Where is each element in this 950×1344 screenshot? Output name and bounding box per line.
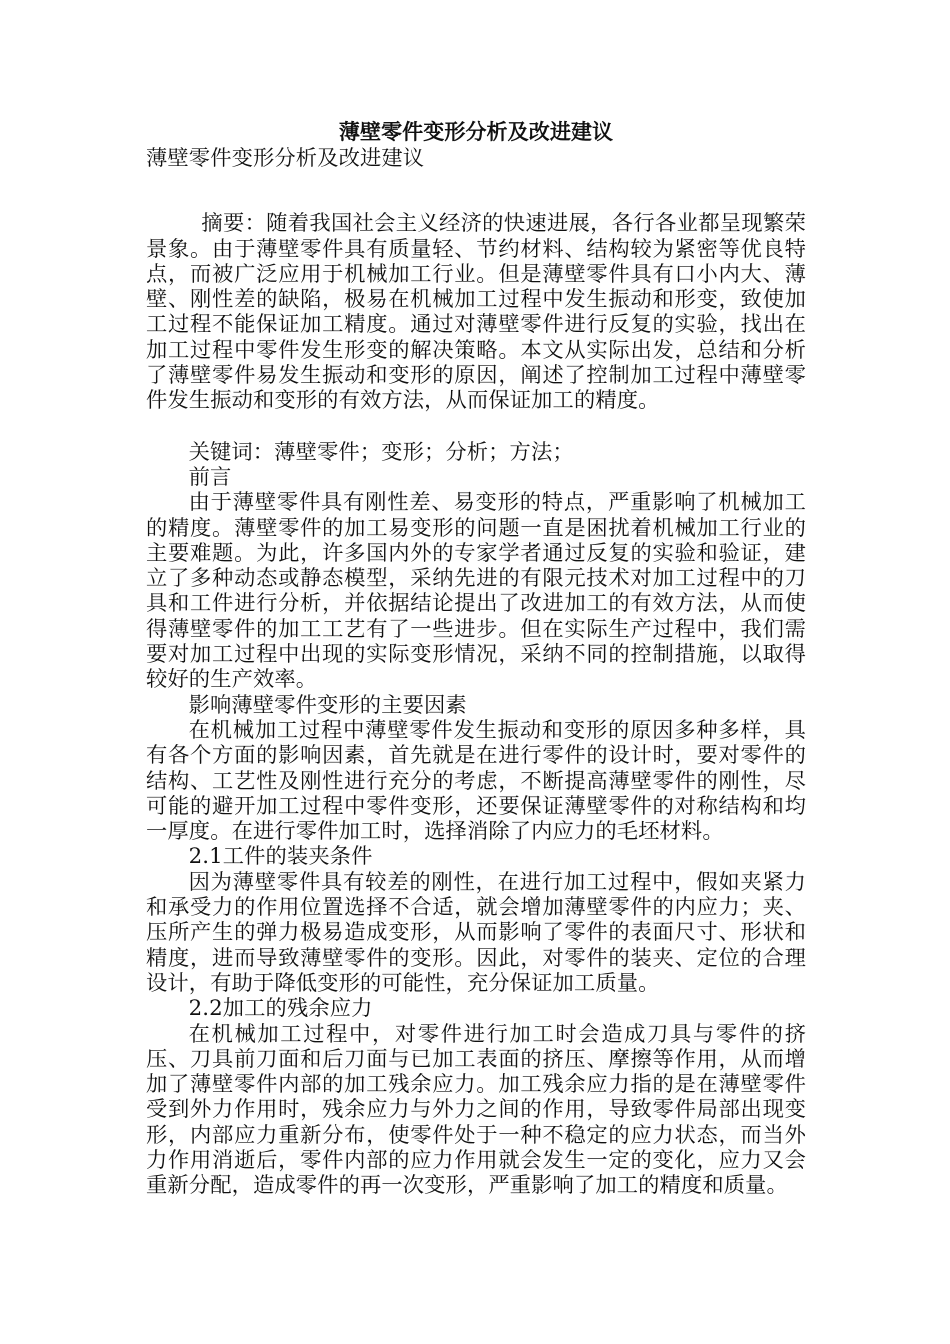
section-heading-2-2: 2.2加工的残余应力: [188, 996, 373, 1022]
document-title: 薄壁零件变形分析及改进建议: [338, 119, 614, 144]
document-page: [146, 118, 806, 1199]
keywords-line: 关键词：薄壁零件；变形；分析；方法；: [188, 439, 574, 465]
section-heading-intro: 前言: [188, 464, 232, 490]
section-heading-factors: 影响薄壁零件变形的主要因素: [188, 692, 467, 718]
section-2-1-paragraph: 因为薄壁零件具有较差的刚性，在进行加工过程中，假如夹紧力和承受力的作用位置选择不合适，就会增加薄壁零件的内应力；夹、压所产生的弹力极易造成变形，从而影响了零件的表面尺寸、形状和精度，进而导致薄壁零件的变形。因此，对零件的装夹、定位的合理设计，有助于降低变形的可能性，充分保证加工质量。: [146, 869, 806, 996]
abstract-paragraph: 摘要：随着我国社会主义经济的快速进展，各行各业都呈现繁荣景象。由于薄壁零件具有质量轻、节约材料、结构较为紧密等优良特点，而被广泛应用于机械加工行业。但是薄壁零件具有口小内大、薄壁、刚性差的缺陷，极易在机械加工过程中发生振动和形变，致使加工过程不能保证加工精度。通过对薄壁零件进行反复的实验，找出在加工过程中零件发生形变的解决策略。本文从实际出发，总结和分析了薄壁零件易发生振动和变形的原因，阐述了控制加工过程中薄壁零件发生振动和变形的有效方法，从而保证加工的精度。: [146, 211, 806, 414]
factors-paragraph: 在机械加工过程中薄壁零件发生振动和变形的原因多种多样，具有各个方面的影响因素，首先就是在进行零件的设计时，要对零件的结构、工艺性及刚性进行充分的考虑，不断提高薄壁零件的刚性，尽可能的避开加工过程中零件变形，还要保证薄壁零件的对称结构和均一厚度。在进行零件加工时，选择消除了内应力的毛坯材料。: [146, 717, 806, 845]
section-heading-2-1: 2.1工件的装夹条件: [188, 844, 373, 870]
intro-paragraph: 由于薄壁零件具有刚性差、易变形的特点，严重影响了机械加工的精度。薄壁零件的加工易变形的问题一直是困扰着机械加工行业的主要难题。为此，许多国内外的专家学者通过反复的实验和验证，建立了多种动态或静态模型，采纳先进的有限元技术对加工过程中的刀具和工件进行分析，并依据结论提出了改进加工的有效方法，从而使得薄壁零件的加工工艺有了一些进步。但在实际生产过程中，我们需要对加工过程中出现的实际变形情况，采纳不同的控制措施，以取得较好的生产效率。: [146, 490, 806, 693]
section-2-2-paragraph: 在机械加工过程中，对零件进行加工时会造成刀具与零件的挤压、刀具前刀面和后刀面与已加工表面的挤压、摩擦等作用，从而增加了薄壁零件内部的加工残余应力。加工残余应力指的是在薄壁零件受到外力作用时，残余应力与外力之间的作用，导致零件局部出现变形，内部应力重新分布，使零件处于一种不稳定的应力状态，而当外力作用消逝后，零件内部的应力作用就会发生一定的变化，应力又会重新分配，造成零件的再一次变形，严重影响了加工的精度和质量。: [146, 1021, 806, 1199]
document-subtitle: 薄壁零件变形分析及改进建议: [146, 146, 425, 171]
